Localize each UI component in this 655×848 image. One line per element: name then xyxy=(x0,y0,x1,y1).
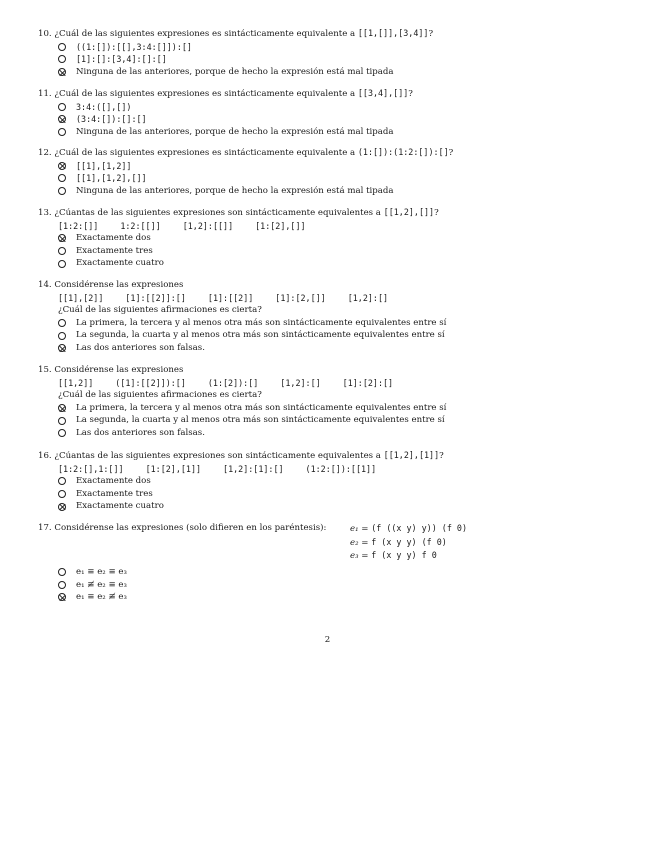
question-number: 16. xyxy=(38,451,52,461)
expression: [1]:[2,[]] xyxy=(275,292,326,303)
radio-empty-icon[interactable] xyxy=(58,43,66,51)
radio-empty-icon[interactable] xyxy=(58,55,66,63)
option-label: La primera, la tercera y al menos otra más son sintácticamente equivalentes entre sí xyxy=(76,402,447,413)
question-number: 10. xyxy=(38,29,52,39)
question-prompt: ¿Cuál de las siguientes afirmaciones es cierta? xyxy=(58,390,262,401)
radio-checked-icon[interactable] xyxy=(58,162,66,170)
question-11 xyxy=(38,87,628,138)
option-label: ((1:[]):[[],3:4:[]]):[] xyxy=(76,41,192,52)
radio-empty-icon[interactable] xyxy=(58,568,66,576)
option-list xyxy=(38,160,628,198)
question-number: 17. xyxy=(38,523,52,533)
radio-empty-icon[interactable] xyxy=(58,429,66,437)
equation xyxy=(350,522,467,536)
question-number: 12. xyxy=(38,148,52,158)
option-label: Exactamente dos xyxy=(76,233,151,244)
question-text: ¿Cúantas de las siguientes expresiones son sintácticamente equivalentes a xyxy=(54,208,381,218)
question-stem: 12. ¿Cuál de las siguientes expresiones es sintácticamente equivalente a (1:[]):(1:2:[]):[]? xyxy=(38,147,454,158)
question-number: 15. xyxy=(38,365,52,375)
radio-empty-icon[interactable] xyxy=(58,260,66,268)
answer-option[interactable] xyxy=(38,113,628,126)
equation xyxy=(350,549,467,563)
question-stem: 13. ¿Cúantas de las siguientes expresiones son sintácticamente equivalentes a [[1,2],[]]? xyxy=(38,207,439,218)
radio-checked-icon[interactable] xyxy=(58,234,66,242)
answer-option[interactable] xyxy=(38,579,438,592)
option-label: La segunda, la cuarta y al menos otra más son sintácticamente equivalentes entre sí xyxy=(76,415,445,426)
equation-list xyxy=(350,522,467,563)
question-prompt: ¿Cuál de las siguientes afirmaciones es cierta? xyxy=(58,305,262,316)
answer-option[interactable] xyxy=(38,160,628,173)
radio-empty-icon[interactable] xyxy=(58,247,66,255)
radio-empty-icon[interactable] xyxy=(58,332,66,340)
radio-empty-icon[interactable] xyxy=(58,128,66,136)
expression: [1:2:[],1:[]] xyxy=(58,463,124,474)
option-label: e₁ ≡ e₂ ≢ e₃ xyxy=(76,592,127,603)
option-label: La segunda, la cuarta y al menos otra más son sintácticamente equivalentes entre sí xyxy=(76,330,445,341)
question-text: Considérense las expresiones (solo difieren en los paréntesis): xyxy=(54,523,327,533)
expression: [1,2]:[[]] xyxy=(182,220,234,231)
target-expression: (1:[]):(1:2:[]):[] xyxy=(357,147,449,157)
answer-option[interactable] xyxy=(38,427,628,440)
expression: [1:[2],[]] xyxy=(255,220,306,231)
option-label: Ninguna de las anteriores, porque de hecho la expresión está mal tipada xyxy=(76,185,394,196)
option-label: Exactamente cuatro xyxy=(76,501,164,512)
option-label: Exactamente tres xyxy=(76,488,153,499)
radio-empty-icon[interactable] xyxy=(58,174,66,182)
expression: [1]:[[2]]:[] xyxy=(125,292,186,303)
answer-option[interactable] xyxy=(38,488,628,501)
answer-option[interactable] xyxy=(38,475,628,488)
question-stem xyxy=(38,522,628,535)
answer-option[interactable] xyxy=(38,245,628,258)
option-label: Ninguna de las anteriores, porque de hecho la expresión está mal tipada xyxy=(76,66,394,77)
option-label: [[1],[1,2]] xyxy=(76,160,132,171)
radio-empty-icon[interactable] xyxy=(58,103,66,111)
answer-option[interactable] xyxy=(38,317,628,330)
answer-option[interactable] xyxy=(38,414,628,427)
option-label: La primera, la tercera y al menos otra más son sintácticamente equivalentes entre sí xyxy=(76,317,447,328)
option-label: Las dos anteriores son falsas. xyxy=(76,427,205,438)
radio-empty-icon[interactable] xyxy=(58,477,66,485)
answer-option[interactable] xyxy=(38,500,628,513)
answer-option[interactable] xyxy=(38,566,438,579)
radio-empty-icon[interactable] xyxy=(58,490,66,498)
option-list xyxy=(38,232,628,270)
radio-empty-icon[interactable] xyxy=(58,187,66,195)
question-number: 14. xyxy=(38,280,52,290)
radio-checked-icon[interactable] xyxy=(58,404,66,412)
question-13 xyxy=(38,206,628,270)
question-17 xyxy=(38,522,628,612)
question-text: ¿Cuál de las siguientes expresiones es sintácticamente equivalente a xyxy=(54,148,356,158)
answer-option[interactable] xyxy=(38,66,628,79)
expression: 1:2:[[]] xyxy=(120,220,161,231)
radio-checked-icon[interactable] xyxy=(58,344,66,352)
target-expression: [[1,2],[1]] xyxy=(383,450,440,460)
question-10 xyxy=(38,27,628,78)
option-list xyxy=(38,402,628,440)
question-stem: 11. ¿Cuál de las siguientes expresiones es sintácticamente equivalente a [[3,4],[]]? xyxy=(38,88,413,99)
question-number: 11. xyxy=(38,89,52,99)
question-12 xyxy=(38,146,628,197)
question-14 xyxy=(38,279,628,355)
expression: [1:2:[]] xyxy=(58,220,99,231)
expression-list xyxy=(38,463,628,476)
expression: [1]:[2]:[] xyxy=(342,377,394,388)
question-text: Considérense las expresiones xyxy=(54,280,184,290)
answer-option[interactable] xyxy=(38,185,628,198)
option-label: e₁ ≢ e₂ ≡ e₃ xyxy=(76,579,127,590)
equation-rhs: f (x y y) f 0 xyxy=(371,550,437,561)
expression: [1,2]:[] xyxy=(347,292,389,303)
question-text: ¿Cuál de las siguientes expresiones es sintácticamente equivalente a xyxy=(54,89,356,99)
expression: [1:[2],[1]] xyxy=(145,463,202,474)
equation-lhs: e₃ = xyxy=(350,551,372,562)
expression: ([1]:[[2]]):[] xyxy=(115,377,186,388)
option-label: Las dos anteriores son falsas. xyxy=(76,342,205,353)
radio-checked-icon[interactable] xyxy=(58,115,66,123)
question-16 xyxy=(38,449,628,513)
expression-list xyxy=(38,220,628,233)
question-stem: 16. ¿Cúantas de las siguientes expresiones son sintácticamente equivalentes a [[1,2],[1]]? xyxy=(38,450,444,461)
expression: (1:2:[]):[[1]] xyxy=(305,463,377,474)
question-number: 13. xyxy=(38,208,52,218)
answer-option[interactable] xyxy=(38,101,628,114)
target-expression: [[3,4],[]] xyxy=(357,88,409,98)
expression: (1:[2]):[] xyxy=(207,377,259,388)
answer-option[interactable] xyxy=(38,591,438,604)
option-label: Ninguna de las anteriores, porque de hecho la expresión está mal tipada xyxy=(76,126,394,137)
question-text: Considérense las expresiones xyxy=(54,365,184,375)
page-number: 2 xyxy=(324,635,331,645)
question-stem xyxy=(38,279,628,292)
answer-option[interactable] xyxy=(38,342,628,355)
expression: [1]:[[2]] xyxy=(207,292,254,303)
radio-empty-icon[interactable] xyxy=(58,581,66,589)
equation-lhs: e₁ = xyxy=(350,524,372,534)
answer-option[interactable] xyxy=(38,41,628,54)
question-stem xyxy=(38,364,628,377)
equation xyxy=(350,536,467,550)
option-label: [[1],[1,2],[]] xyxy=(76,173,147,184)
answer-option[interactable] xyxy=(38,53,628,66)
radio-empty-icon[interactable] xyxy=(58,319,66,327)
option-list xyxy=(38,41,628,79)
answer-option[interactable] xyxy=(38,257,628,270)
question-text: ¿Cuál de las siguientes expresiones es sintácticamente equivalente a xyxy=(54,29,356,39)
option-label: Exactamente tres xyxy=(76,245,153,256)
radio-checked-icon[interactable] xyxy=(58,503,66,511)
target-expression: [[1,[]],[3,4]] xyxy=(357,28,429,38)
radio-empty-icon[interactable] xyxy=(58,417,66,425)
question-15 xyxy=(38,364,628,440)
option-label: Exactamente cuatro xyxy=(76,258,164,269)
expression-list xyxy=(38,292,628,305)
option-label: (3:4:[]):[]:[] xyxy=(76,114,147,125)
option-label: Exactamente dos xyxy=(76,476,151,487)
option-label: [1]:[]:[3,4]:[]:[] xyxy=(76,54,167,65)
expression: [[1],[2]] xyxy=(58,292,104,303)
radio-checked-icon[interactable] xyxy=(58,68,66,76)
question-text: ¿Cúantas de las siguientes expresiones son sintácticamente equivalentes a xyxy=(54,451,381,461)
option-label: 3:4:([],[]) xyxy=(76,101,132,112)
option-list xyxy=(38,317,628,355)
answer-option[interactable] xyxy=(38,329,628,342)
expression: [1,2]:[1]:[] xyxy=(223,463,284,474)
option-label: e₁ ≡ e₂ ≡ e₃ xyxy=(76,567,127,577)
target-expression: [[1,2],[]] xyxy=(383,207,435,217)
expression-list xyxy=(38,377,628,390)
radio-checked-icon[interactable] xyxy=(58,593,66,601)
expression: [[1,2]] xyxy=(58,377,94,388)
option-list xyxy=(38,101,628,139)
answer-option[interactable] xyxy=(38,232,628,245)
answer-option[interactable] xyxy=(38,402,628,415)
question-stem: 10. ¿Cuál de las siguientes expresiones es sintácticamente equivalente a [[1,[]],[3,4]]? xyxy=(38,28,434,39)
option-list xyxy=(38,475,628,513)
equation-rhs: (f ((x y) y)) (f 0) xyxy=(371,523,468,533)
expression: [1,2]:[] xyxy=(280,377,321,388)
equation-rhs: f (x y y) (f 0) xyxy=(371,536,447,547)
answer-option[interactable] xyxy=(38,126,628,139)
option-list xyxy=(38,566,438,604)
equation-lhs: e₂ = xyxy=(350,537,372,548)
answer-option[interactable] xyxy=(38,172,628,185)
